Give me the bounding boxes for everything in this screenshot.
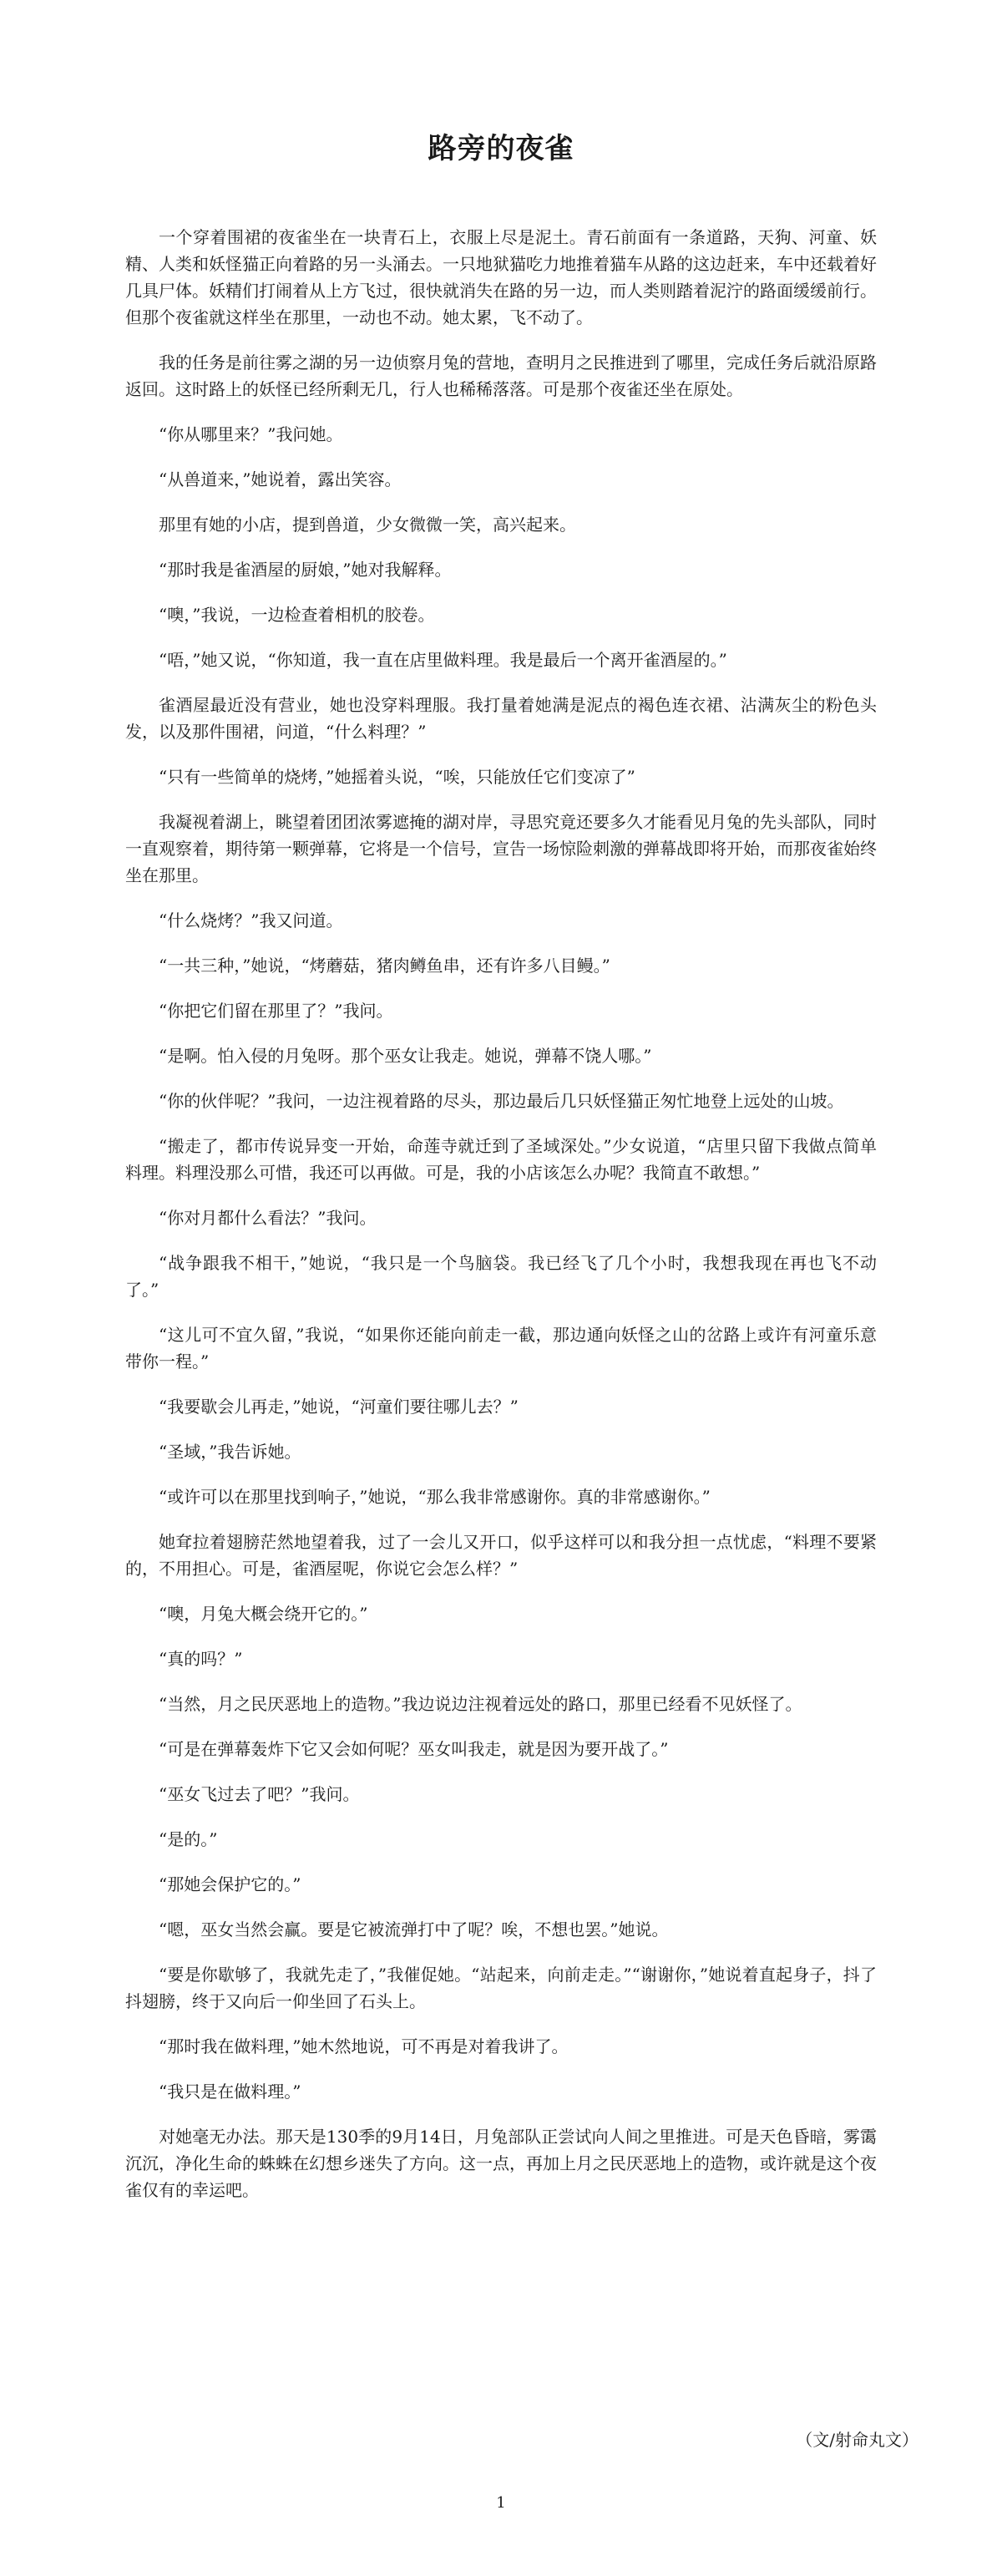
paragraph: 我凝视着湖上，眺望着团团浓雾遮掩的湖对岸，寻思究竟还要多久才能看见月兔的先头部队，同时一直观察着，期待第一颗弹幕，它将是一个信号，宣告一场惊险刺激的弹幕战即将开始，而那夜雀始终坐在那里。 bbox=[125, 812, 877, 885]
paragraph: “你的伙伴呢？”我问，一边注视着路的尽头，那边最后几只妖怪猫正匆忙地登上远处的山坡。 bbox=[159, 1091, 844, 1111]
page-title: 路旁的夜雀 bbox=[428, 132, 574, 165]
paragraph: “只有一些简单的烧烤，”她摇着头说，“唉，只能放任它们变凉了” bbox=[159, 767, 635, 787]
paragraph: “你把它们留在那里了？”我问。 bbox=[159, 1001, 393, 1021]
paragraph: “我只是在做料理。” bbox=[159, 2082, 301, 2102]
paragraph: “是啊。怕入侵的月兔呀。那个巫女让我走。她说，弹幕不饶人哪。” bbox=[159, 1046, 652, 1066]
paragraph: “什么烧烤？”我又问道。 bbox=[159, 910, 343, 931]
article-body bbox=[125, 224, 877, 2222]
paragraph: “嗯，巫女当然会赢。要是它被流弹打中了呢？唉，不想也罢。”她说。 bbox=[159, 1919, 669, 1940]
paragraph: “这儿可不宜久留，”我说，“如果你还能向前走一截，那边通向妖怪之山的岔路上或许有河童乐意带你一程。” bbox=[125, 1325, 877, 1372]
paragraph: “从兽道来，”她说着，露出笑容。 bbox=[159, 469, 402, 489]
paragraph: “圣域，”我告诉她。 bbox=[159, 1442, 301, 1462]
paragraph: 一个穿着围裙的夜雀坐在一块青石上，衣服上尽是泥土。青石前面有一条道路，天狗、河童、妖精、人类和妖怪猫正向着路的另一头涌去。一只地狱猫吃力地推着猫车从路的这边赶来，车中还载着好几具尸体。妖精们打闹着从上方飞过，很快就消失在路的另一边，而人类则踏着泥泞的路面缓缓前行。但那个夜雀就这样坐在那里，一动也不动。她太累，飞不动了。 bbox=[125, 227, 877, 327]
paragraph: “一共三种，”她说，“烤蘑菇，猪肉鳟鱼串，还有许多八目鳗。” bbox=[159, 956, 610, 976]
paragraph: “巫女飞过去了吧？”我问。 bbox=[159, 1784, 360, 1804]
paragraph: “那她会保护它的。” bbox=[159, 1874, 301, 1894]
paragraph: “当然，月之民厌恶地上的造物。”我边说边注视着远处的路口，那里已经看不见妖怪了。 bbox=[159, 1694, 802, 1714]
paragraph: “唔，”她又说，“你知道，我一直在店里做料理。我是最后一个离开雀酒屋的。” bbox=[159, 650, 727, 670]
paragraph: “我要歇会儿再走，”她说，“河童们要往哪儿去？” bbox=[159, 1397, 519, 1417]
byline: （文/射命丸文） bbox=[796, 2430, 918, 2450]
paragraph: “噢，月兔大概会绕开它的。” bbox=[159, 1604, 368, 1624]
paragraph: “要是你歇够了，我就先走了，”我催促她。“站起来，向前走走。”“谢谢你，”她说着直起身子，抖了抖翅膀，终于又向后一仰坐回了石头上。 bbox=[125, 1965, 877, 2011]
paragraph: “那时我在做料理，”她木然地说，可不再是对着我讲了。 bbox=[159, 2036, 569, 2056]
paragraph: “那时我是雀酒屋的厨娘，”她对我解释。 bbox=[159, 560, 452, 580]
paragraph: 我的任务是前往雾之湖的另一边侦察月兔的营地，查明月之民推进到了哪里，完成任务后就沿原路返回。这时路上的妖怪已经所剩无几，行人也稀稀落落。可是那个夜雀还坐在原处。 bbox=[125, 352, 877, 399]
paragraph: 她耷拉着翅膀茫然地望着我，过了一会儿又开口，似乎这样可以和我分担一点忧虑，“料理不要紧的，不用担心。可是，雀酒屋呢，你说它会怎么样？” bbox=[125, 1532, 877, 1579]
page-number: 1 bbox=[496, 2494, 506, 2512]
paragraph: 那里有她的小店，提到兽道，少女微微一笑，高兴起来。 bbox=[159, 515, 576, 535]
paragraph: “搬走了，都市传说异变一开始，命莲寺就迁到了圣域深处。”少女说道，“店里只留下我做点简单料理。料理没那么可惜，我还可以再做。可是，我的小店该怎么办呢？我简直不敢想。” bbox=[125, 1136, 877, 1183]
paragraph: “真的吗？” bbox=[159, 1649, 243, 1669]
paragraph: 对她毫无办法。那天是130季的9月14日，月兔部队正尝试向人间之里推进。可是天色昏暗，雾霭沉沉，净化生命的蛛蛛在幻想乡迷失了方向。这一点，再加上月之民厌恶地上的造物，或许就是这个夜雀仅有的幸运吧。 bbox=[125, 2127, 877, 2200]
paragraph: “噢，”我说，一边检查着相机的胶卷。 bbox=[159, 605, 435, 625]
paragraph: “是的。” bbox=[159, 1829, 218, 1849]
paragraph: “或许可以在那里找到响子，”她说，“那么我非常感谢你。真的非常感谢你。” bbox=[159, 1487, 711, 1507]
paragraph: “你对月都什么看法？”我问。 bbox=[159, 1208, 377, 1228]
paragraph: “可是在弹幕轰炸下它又会如何呢？巫女叫我走，就是因为要开战了。” bbox=[159, 1739, 669, 1759]
paragraph: “战争跟我不相干，”她说，“我只是一个鸟脑袋。我已经飞了几个小时，我想我现在再也飞不动了。” bbox=[125, 1253, 877, 1300]
paragraph: 雀酒屋最近没有营业，她也没穿料理服。我打量着她满是泥点的褐色连衣裙、沾满灰尘的粉色头发，以及那件围裙，问道，“什么料理？” bbox=[125, 695, 877, 742]
paragraph: “你从哪里来？”我问她。 bbox=[159, 424, 343, 444]
